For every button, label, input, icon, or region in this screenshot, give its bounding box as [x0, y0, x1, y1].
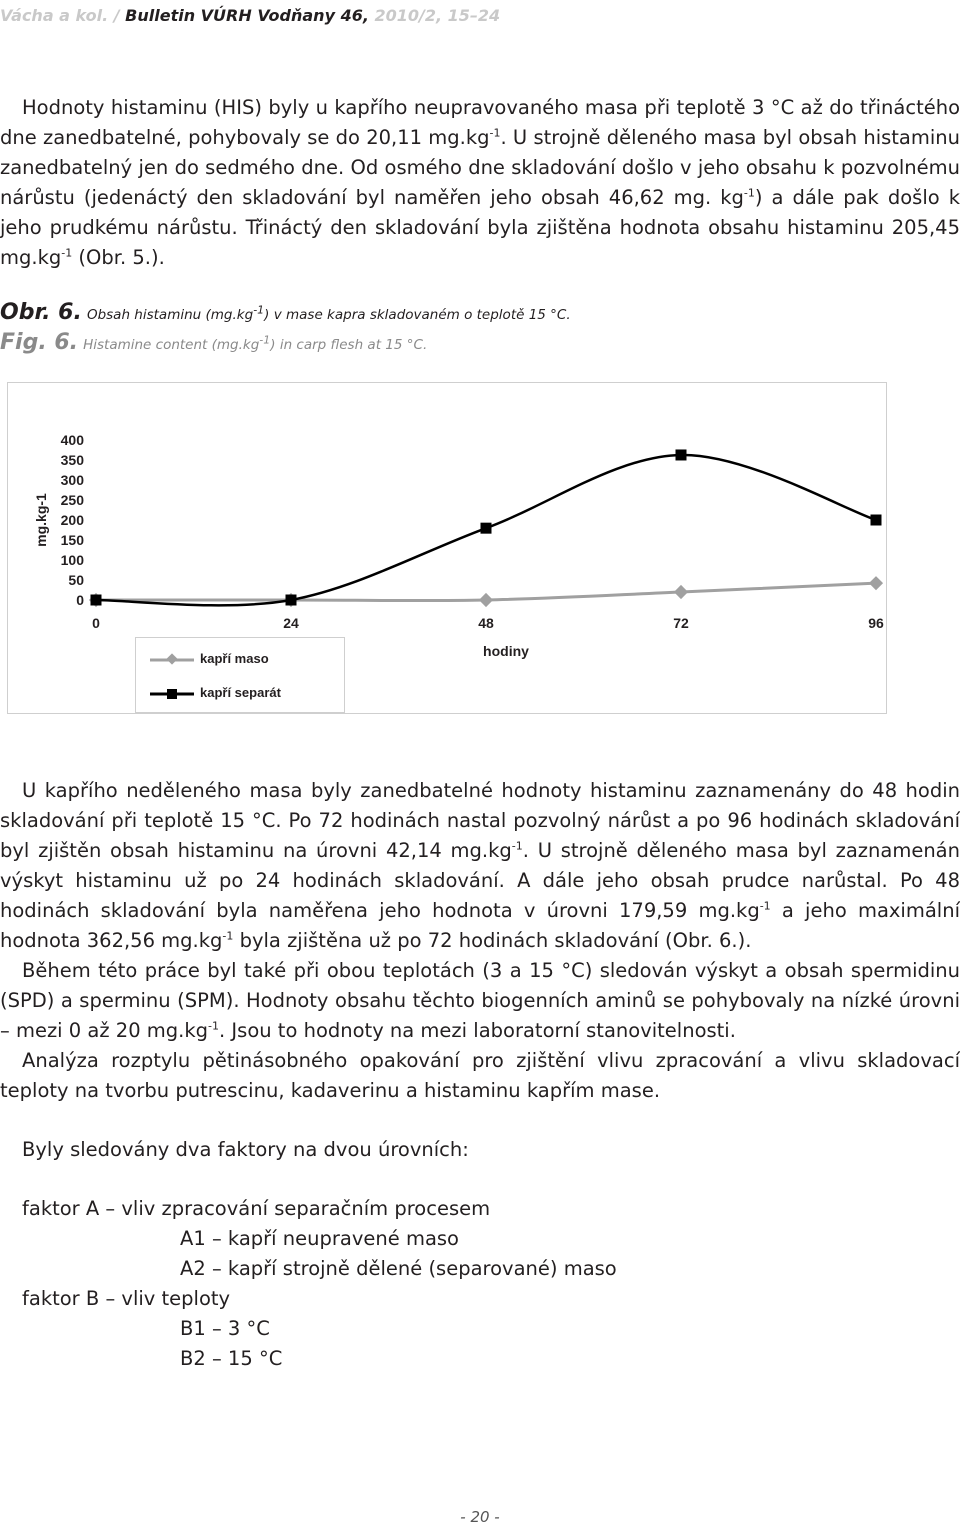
- factor-intro: [22, 1135, 469, 1165]
- superscript: -1: [208, 1019, 220, 1033]
- x-tick-label: 24: [283, 615, 299, 631]
- legend-swatch-square: [150, 687, 194, 701]
- y-tick-label: 200: [60, 512, 84, 528]
- x-tick-label: 48: [478, 615, 494, 631]
- y-axis-label: mg.kg-1: [33, 493, 49, 547]
- paragraph-anova: Analýza rozptylu pětinásobného opakování pro zjištění vlivu zpracování a vlivu skladovací teploty na tvorbu putrescinu, kadaverinu a histaminu kapřím mase.: [0, 1049, 960, 1102]
- superscript: -1: [489, 126, 501, 140]
- data-point: [481, 523, 492, 534]
- y-tick-label: 250: [60, 492, 84, 508]
- data-point: [676, 449, 687, 460]
- text-run: . U strojně děleného masa byl obsah histaminu zanedbatelný jen do sedmého dne. Od osmého dne skladování došlo v jeho obsahu k pozvolnému nárůstu (jedenáctý den skladování byl naměřen jeho obsah 46,62 mg. kg: [0, 126, 960, 209]
- legend-label: kapří separát: [200, 685, 281, 700]
- text-run: (Obr. 5.).: [72, 246, 165, 269]
- superscript: -1: [743, 186, 755, 200]
- paragraph-results: [0, 776, 960, 1106]
- legend-swatch-diamond: [150, 653, 194, 667]
- caption-text-a: Histamine content (mg.kg: [83, 337, 260, 353]
- data-point: [869, 576, 883, 590]
- factor-a: faktor A – vliv zpracování separačním procesem: [22, 1197, 491, 1220]
- running-head-issue: 2010/2, 15–24: [374, 6, 501, 25]
- y-tick-label: 400: [60, 432, 84, 448]
- caption-text-b: ) in carp flesh at 15 °C.: [270, 337, 428, 353]
- text-run: . Jsou to hodnoty na mezi laboratorní stanovitelnosti.: [219, 1019, 736, 1042]
- running-head-authors: Vácha a kol. /: [0, 6, 120, 25]
- text-run: ) a dále pak došlo k jeho prudkému nárůstu. Třináctý den skladování byla zjištěna hodnota obsahu histaminu 205,45 mg.kg: [0, 186, 960, 269]
- y-tick-label: 50: [68, 572, 84, 588]
- caption-label: Fig. 6.: [0, 330, 78, 355]
- data-point: [674, 585, 688, 599]
- x-tick-label: 96: [868, 615, 884, 631]
- x-tick-label: 0: [92, 615, 100, 631]
- x-tick-label: 72: [673, 615, 689, 631]
- text-run: . U strojně děleného masa byl zaznamenán výskyt histaminu už po 24 hodinách skladování. A dále jeho obsah prudce narůstal. Po 48 hodinách skladování byla naměřena jeho hodnota v úrovni 179,59 mg.kg: [0, 839, 960, 922]
- caption-label: Obr. 6.: [0, 300, 82, 325]
- data-point: [91, 595, 102, 606]
- running-head: [0, 6, 500, 25]
- chart-legend: [135, 637, 345, 713]
- paragraph-intro: [0, 93, 960, 273]
- y-tick-label: 0: [76, 592, 84, 608]
- superscript: -1: [259, 333, 271, 347]
- y-tick-label: 150: [60, 532, 84, 548]
- factor-list: [22, 1194, 617, 1374]
- page-number: - 20 -: [460, 1508, 500, 1526]
- figure-caption-en: [0, 330, 427, 355]
- factor-a1: A1 – kapří neupravené maso: [180, 1227, 459, 1250]
- text-run: byla zjištěna už po 72 hodinách skladování (Obr. 6.).: [233, 929, 752, 952]
- caption-text-b: ) v mase kapra skladovaném o teplotě 15 °C.: [264, 307, 571, 323]
- x-axis-label: hodiny: [483, 643, 529, 659]
- superscript: -1: [253, 303, 265, 317]
- legend-item-kapri-maso: [136, 651, 344, 671]
- superscript: -1: [759, 899, 771, 913]
- text-run: a jeho maximální hodnota 362,56 mg.kg: [0, 899, 960, 952]
- y-tick-label: 100: [60, 552, 84, 568]
- superscript: -1: [511, 839, 523, 853]
- text-run: Během této práce byl také při obou teplotách (3 a 15 °C) sledován výskyt a obsah spermidinu (SPD) a sperminu (SPM). Hodnoty obsahu těchto biogenních aminů se pohybovaly na nízké úrovni – mezi 0 až 20 mg.kg: [0, 959, 960, 1042]
- text-run: U kapřího neděleného masa byly zanedbatelné hodnoty histaminu zaznamenány do 48 hodin skladování při teplotě 15 °C. Po 72 hodinách nastal pozvolný nárůst a po 96 hodinách skladování byl zjištěn obsah histaminu na úrovni 42,14 mg.kg: [0, 779, 960, 862]
- legend-label: kapří maso: [200, 651, 269, 666]
- factor-b2: B2 – 15 °C: [180, 1347, 283, 1370]
- superscript: -1: [222, 929, 234, 943]
- caption-text: [86, 303, 571, 323]
- factor-b1: B1 – 3 °C: [180, 1317, 270, 1340]
- data-point: [286, 595, 297, 606]
- factor-intro-text: Byly sledovány dva faktory na dvou úrovních:: [22, 1138, 469, 1161]
- text-run: Hodnoty histaminu (HIS) byly u kapřího neupravovaného masa při teplotě 3 °C až do třináctého dne zanedbatelné, pohybovaly se do 20,11 mg.kg: [0, 96, 960, 149]
- y-tick-label: 350: [60, 452, 84, 468]
- caption-text-a: Obsah histaminu (mg.kg: [86, 307, 254, 323]
- y-tick-label: 300: [60, 472, 84, 488]
- figure-caption-cz: [0, 300, 571, 325]
- running-head-journal: Bulletin VÚRH Vodňany 46,: [125, 6, 369, 25]
- factor-a2: A2 – kapří strojně dělené (separované) maso: [180, 1257, 617, 1280]
- caption-text: [83, 333, 428, 353]
- legend-item-kapri-separat: [136, 685, 344, 705]
- superscript: -1: [61, 246, 73, 260]
- factor-b: faktor B – vliv teploty: [22, 1287, 231, 1310]
- data-point: [479, 593, 493, 607]
- data-point: [871, 515, 882, 526]
